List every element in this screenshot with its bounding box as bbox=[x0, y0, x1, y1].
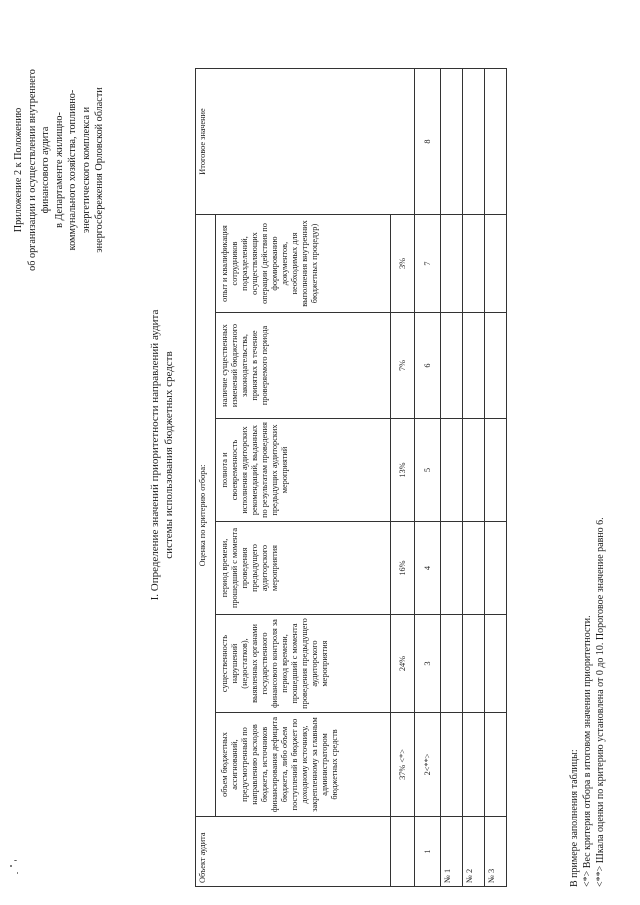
table-cell bbox=[463, 615, 485, 713]
column-number: 3 bbox=[415, 615, 441, 713]
table-cell bbox=[441, 522, 463, 615]
heading-line: об организации и осуществлении внутреннего bbox=[26, 69, 38, 271]
footnote-line: <*> Вес критерия отбора в итоговом значении приоритетности. bbox=[582, 615, 593, 887]
heading-line: коммунального хозяйства, топливно- bbox=[67, 89, 78, 251]
table-cell bbox=[463, 522, 485, 615]
header-total: Итоговое значение bbox=[196, 69, 415, 215]
column-number: 8 bbox=[415, 69, 441, 215]
header-object: Объект аудита bbox=[196, 817, 391, 887]
section-title bbox=[148, 275, 176, 635]
header-assessment: Оценка по критерию отбора: bbox=[196, 215, 216, 817]
table-cell bbox=[463, 215, 485, 313]
table-cell bbox=[485, 615, 507, 713]
table-row bbox=[463, 69, 485, 887]
scan-speck bbox=[10, 865, 12, 867]
table-cell bbox=[485, 215, 507, 313]
heading-line: финансового аудита bbox=[40, 126, 51, 214]
criterion-cell: период времени, прошедший с момента проведения предыдущего аудиторского мероприятия bbox=[216, 522, 391, 615]
heading-line: энергосбережения Орловской области bbox=[94, 87, 105, 253]
heading-line: Приложение 2 к Положению bbox=[13, 107, 24, 233]
weight-cell: 7% bbox=[391, 313, 415, 419]
heading-line: энергетического комплекса и bbox=[80, 106, 92, 234]
title-line: I. Определение значений приоритетности направлений аудита bbox=[149, 309, 161, 601]
weight-cell: 16% bbox=[391, 522, 415, 615]
table-cell bbox=[485, 69, 507, 215]
table-cell bbox=[463, 313, 485, 419]
appendix-heading bbox=[12, 20, 107, 320]
footnote-line: В примере заполнения таблицы: bbox=[569, 749, 580, 887]
footnote-line: <**> Шкала оценки по критерию установлена от 0 до 10. Пороговое значение равно 6. bbox=[595, 517, 606, 887]
table-cell bbox=[441, 419, 463, 522]
weight-cell: 3% bbox=[391, 215, 415, 313]
table-cell bbox=[441, 713, 463, 817]
criterion-cell: объем бюджетных ассигнований, предусмотренный по направлению расходов бюджета, источников финансирования дефицита бюджета, либо объем поступлений в бюджет по доходному источнику, закрепленному за главным администратором бюджетных средств bbox=[216, 713, 391, 817]
column-number: 4 bbox=[415, 522, 441, 615]
table-cell bbox=[463, 419, 485, 522]
table-row bbox=[441, 69, 463, 887]
column-numbers-row bbox=[415, 69, 441, 887]
empty-cell bbox=[391, 817, 415, 887]
column-number: 7 bbox=[415, 215, 441, 313]
header-row-top bbox=[196, 69, 216, 887]
table-cell bbox=[441, 615, 463, 713]
column-number: 6 bbox=[415, 313, 441, 419]
weight-cell: 24% bbox=[391, 615, 415, 713]
table-cell bbox=[463, 713, 485, 817]
criterion-cell: наличие существенных изменений бюджетного законодательства, принятых в течение проверяемого периода bbox=[216, 313, 391, 419]
table-cell bbox=[441, 69, 463, 215]
table-cell bbox=[485, 522, 507, 615]
row-label: № 1 bbox=[441, 817, 463, 887]
priority-table bbox=[195, 68, 507, 887]
heading-line: в Департаменте жилищно- bbox=[53, 112, 65, 228]
table-cell bbox=[485, 419, 507, 522]
table-cell bbox=[441, 215, 463, 313]
criterion-cell: опыт и квалификация сотрудников подразделений, осуществляющих операции (действия по формированию документов, необходимых для выполнения внутренних бюджетных процедур) bbox=[216, 215, 391, 313]
row-label: № 2 bbox=[463, 817, 485, 887]
column-number: 1 bbox=[415, 817, 441, 887]
column-number: 2<**> bbox=[415, 713, 441, 817]
weight-cell: 37% <*> bbox=[391, 713, 415, 817]
title-line: системы использования бюджетных средств bbox=[163, 351, 175, 559]
row-label: № 3 bbox=[485, 817, 507, 887]
criterion-cell: полнота и своевременность исполнения аудиторских рекомендаций, выданных по результатам проведения предыдущих аудиторских мероприятий bbox=[216, 419, 391, 522]
table-row bbox=[485, 69, 507, 887]
weight-cell: 13% bbox=[391, 419, 415, 522]
table-cell bbox=[485, 313, 507, 419]
criterion-cell: существенность нарушений (недостатков), выявленных органами государственного финансового контроля за период времени, прошедший с момента проведения предыдущего аудиторского мероприятия bbox=[216, 615, 391, 713]
table-cell bbox=[463, 69, 485, 215]
footnotes bbox=[568, 517, 607, 887]
table-cell bbox=[441, 313, 463, 419]
table-cell bbox=[485, 713, 507, 817]
column-number: 5 bbox=[415, 419, 441, 522]
scan-speck bbox=[17, 872, 18, 874]
scan-speck bbox=[14, 860, 17, 861]
